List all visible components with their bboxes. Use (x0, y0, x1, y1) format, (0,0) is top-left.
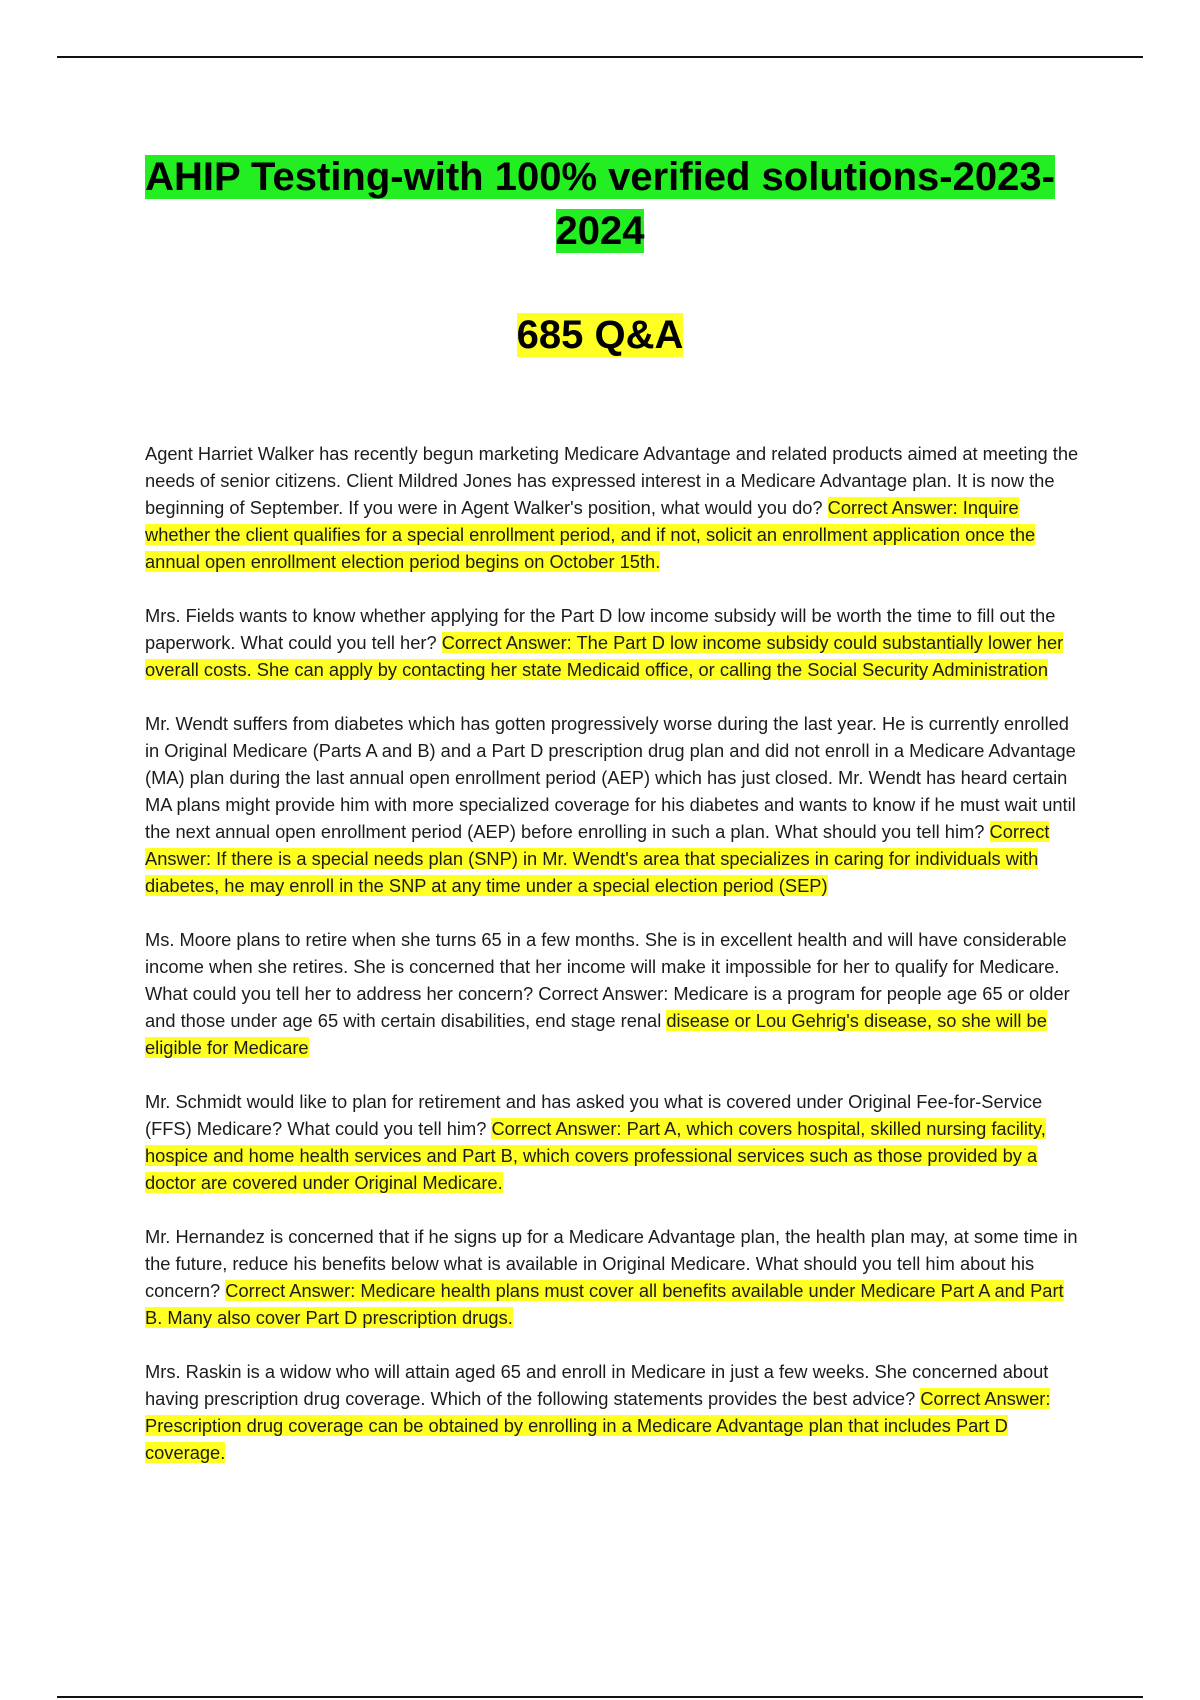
question-text: Mr. Hernandez is concerned that if he signs up for a Medicare Advantage plan, the health plan may, at some time in the future, reduce his benefits below what is available in Original Medicare. What should you tell him about his concern? (145, 1226, 1078, 1301)
qa-list (145, 440, 1085, 1493)
question-text: Agent Harriet Walker has recently begun marketing Medicare Advantage and related products aimed at meeting the needs of senior citizens. Client Mildred Jones has expressed interest in a Medicare Advantage plan. It is now the beginning of September. If you were in Agent Walker's position, what would you do? (145, 443, 1079, 518)
question-text: Ms. Moore plans to retire when she turns 65 in a few months. She is in excellent health and will have considerable income when she retires. She is concerned that her income will make it impossible for her to qualify for Medicare. What could you tell her to address her concern? Correct Answer: Medicare is a program for people age 65 or older and those under age 65 with certain disabilities, end stage renal (145, 929, 1070, 1031)
qa-item-3 (145, 710, 1085, 899)
qa-item-6 (145, 1223, 1085, 1331)
answer-highlight: disease or Lou Gehrig's disease, so she will be eligible for Medicare (145, 1010, 1047, 1058)
top-rule (57, 56, 1143, 58)
title-line-1: AHIP Testing-with 100% verified solutions-2023- (145, 155, 1055, 199)
document-title (0, 150, 1200, 258)
question-text: Mr. Wendt suffers from diabetes which has gotten progressively worse during the last year. He is currently enrolled in Original Medicare (Parts A and B) and a Part D prescription drug plan and did not enroll in a Medicare Advantage (MA) plan during the last annual open enrollment period (AEP) which has just closed. Mr. Wendt has heard certain MA plans might provide him with more specialized coverage for his diabetes and wants to know if he must wait until the next annual open enrollment period (AEP) before enrolling in such a plan. What should you tell him? (145, 713, 1076, 842)
qa-item-7 (145, 1358, 1085, 1466)
question-text: Mr. Schmidt would like to plan for retirement and has asked you what is covered under Original Fee-for-Service (FFS) Medicare? What could you tell him? (145, 1091, 1043, 1139)
title-line-2: 2024 (555, 209, 645, 253)
qa-item-2 (145, 602, 1085, 683)
bottom-rule (57, 1696, 1143, 1698)
question-text: Mrs. Fields wants to know whether applying for the Part D low income subsidy will be worth the time to fill out the paperwork. What could you tell her? (145, 605, 1056, 653)
answer-highlight: Correct Answer: Prescription drug coverage can be obtained by enrolling in a Medicare Advantage plan that includes Part D coverage. (145, 1388, 1051, 1463)
answer-highlight: Correct Answer: Inquire whether the client qualifies for a special enrollment period, and if not, solicit an enrollment application once the annual open enrollment election period begins on October 15th. (145, 497, 1036, 572)
document-subtitle (0, 308, 1200, 362)
qa-item-4 (145, 926, 1085, 1061)
question-text: Mrs. Raskin is a widow who will attain aged 65 and enroll in Medicare in just a few weeks. She concerned about having prescription drug coverage. Which of the following statements provides the best advice? (145, 1361, 1049, 1409)
answer-highlight: Correct Answer: The Part D low income subsidy could substantially lower her overall costs. She can apply by contacting her state Medicaid office, or calling the Social Security Administration (145, 632, 1064, 680)
answer-highlight: Correct Answer: Medicare health plans must cover all benefits available under Medicare Part A and Part B. Many also cover Part D prescription drugs. (145, 1280, 1064, 1328)
qa-item-5 (145, 1088, 1085, 1196)
qa-item-1 (145, 440, 1085, 575)
answer-highlight: Correct Answer: If there is a special needs plan (SNP) in Mr. Wendt's area that specializes in caring for individuals with diabetes, he may enroll in the SNP at any time under a special election period (SEP) (145, 821, 1050, 896)
subtitle-text: 685 Q&A (516, 313, 684, 357)
answer-highlight: Correct Answer: Part A, which covers hospital, skilled nursing facility, hospice and home health services and Part B, which covers professional services such as those provided by a doctor are covered under Original Medicare. (145, 1118, 1046, 1193)
